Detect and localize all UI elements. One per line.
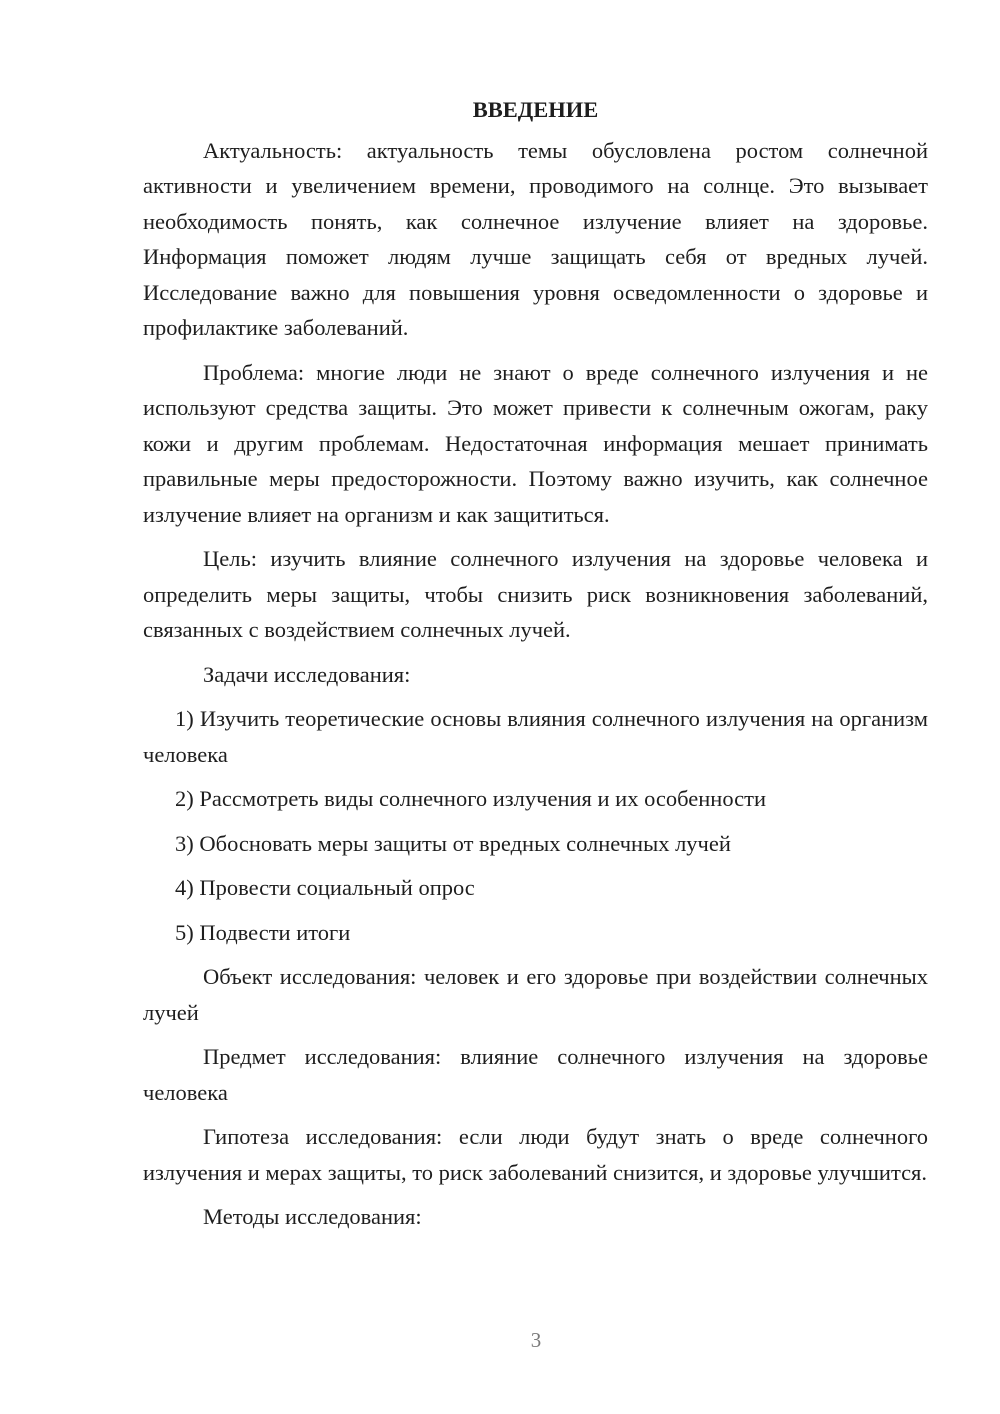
task-item-4: 4) Провести социальный опрос [175,875,475,900]
tasks-label: Задачи исследования: [203,661,411,687]
page-title: ВВЕДЕНИЕ [472,97,599,122]
hypothesis-paragraph: Гипотеза исследования: если люди будут знать о вреде солнечного излучения и мерах защиты, то риск заболеваний снизится, и здоровье улучшится. [143,1124,928,1185]
task-item-5: 5) Подвести итоги [175,919,351,945]
problem-paragraph: Проблема: многие люди не знают о вреде солнечного излучения и не используют средства защиты. Это может привести к солнечным ожогам, раку кожи и другим проблемам. Недостаточная информация мешает принимать правильные меры предосторожности. Поэтому важно изучить, как солнечное излучение влияет на организм и как защититься. [143,359,928,527]
relevance-paragraph: Актуальность: актуальность темы обусловлена ростом солнечной активности и увеличением времени, проводимого на солнце. Это вызывает необходимость понять, как солнечное излучение влияет на здоровье. Информация поможет людям лучше защищать себя от вредных лучей. Исследование важно для повышения уровня осведомленности о здоровье и профилактике заболеваний. [143,137,928,340]
page-content [143,92,928,1235]
page-number: 3 [530,1328,542,1352]
goal-paragraph: Цель: изучить влияние солнечного излучения на здоровье человека и определить меры защиты, чтобы снизить риск возникновения заболеваний, связанных с воздействием солнечных лучей. [143,546,928,642]
object-paragraph: Объект исследования: человек и его здоровье при воздействии солнечных лучей [143,964,928,1025]
tasks-list [143,701,928,950]
methods-label: Методы исследования: [203,1204,422,1229]
task-item-1: 1) Изучить теоретические основы влияния солнечного излучения на организм человека [143,706,928,767]
task-item-3: 3) Обосновать меры защиты от вредных солнечных лучей [175,830,731,856]
subject-paragraph: Предмет исследования: влияние солнечного излучения на здоровье человека [143,1044,928,1105]
task-item-2: 2) Рассмотреть виды солнечного излучения и их особенности [175,786,767,811]
